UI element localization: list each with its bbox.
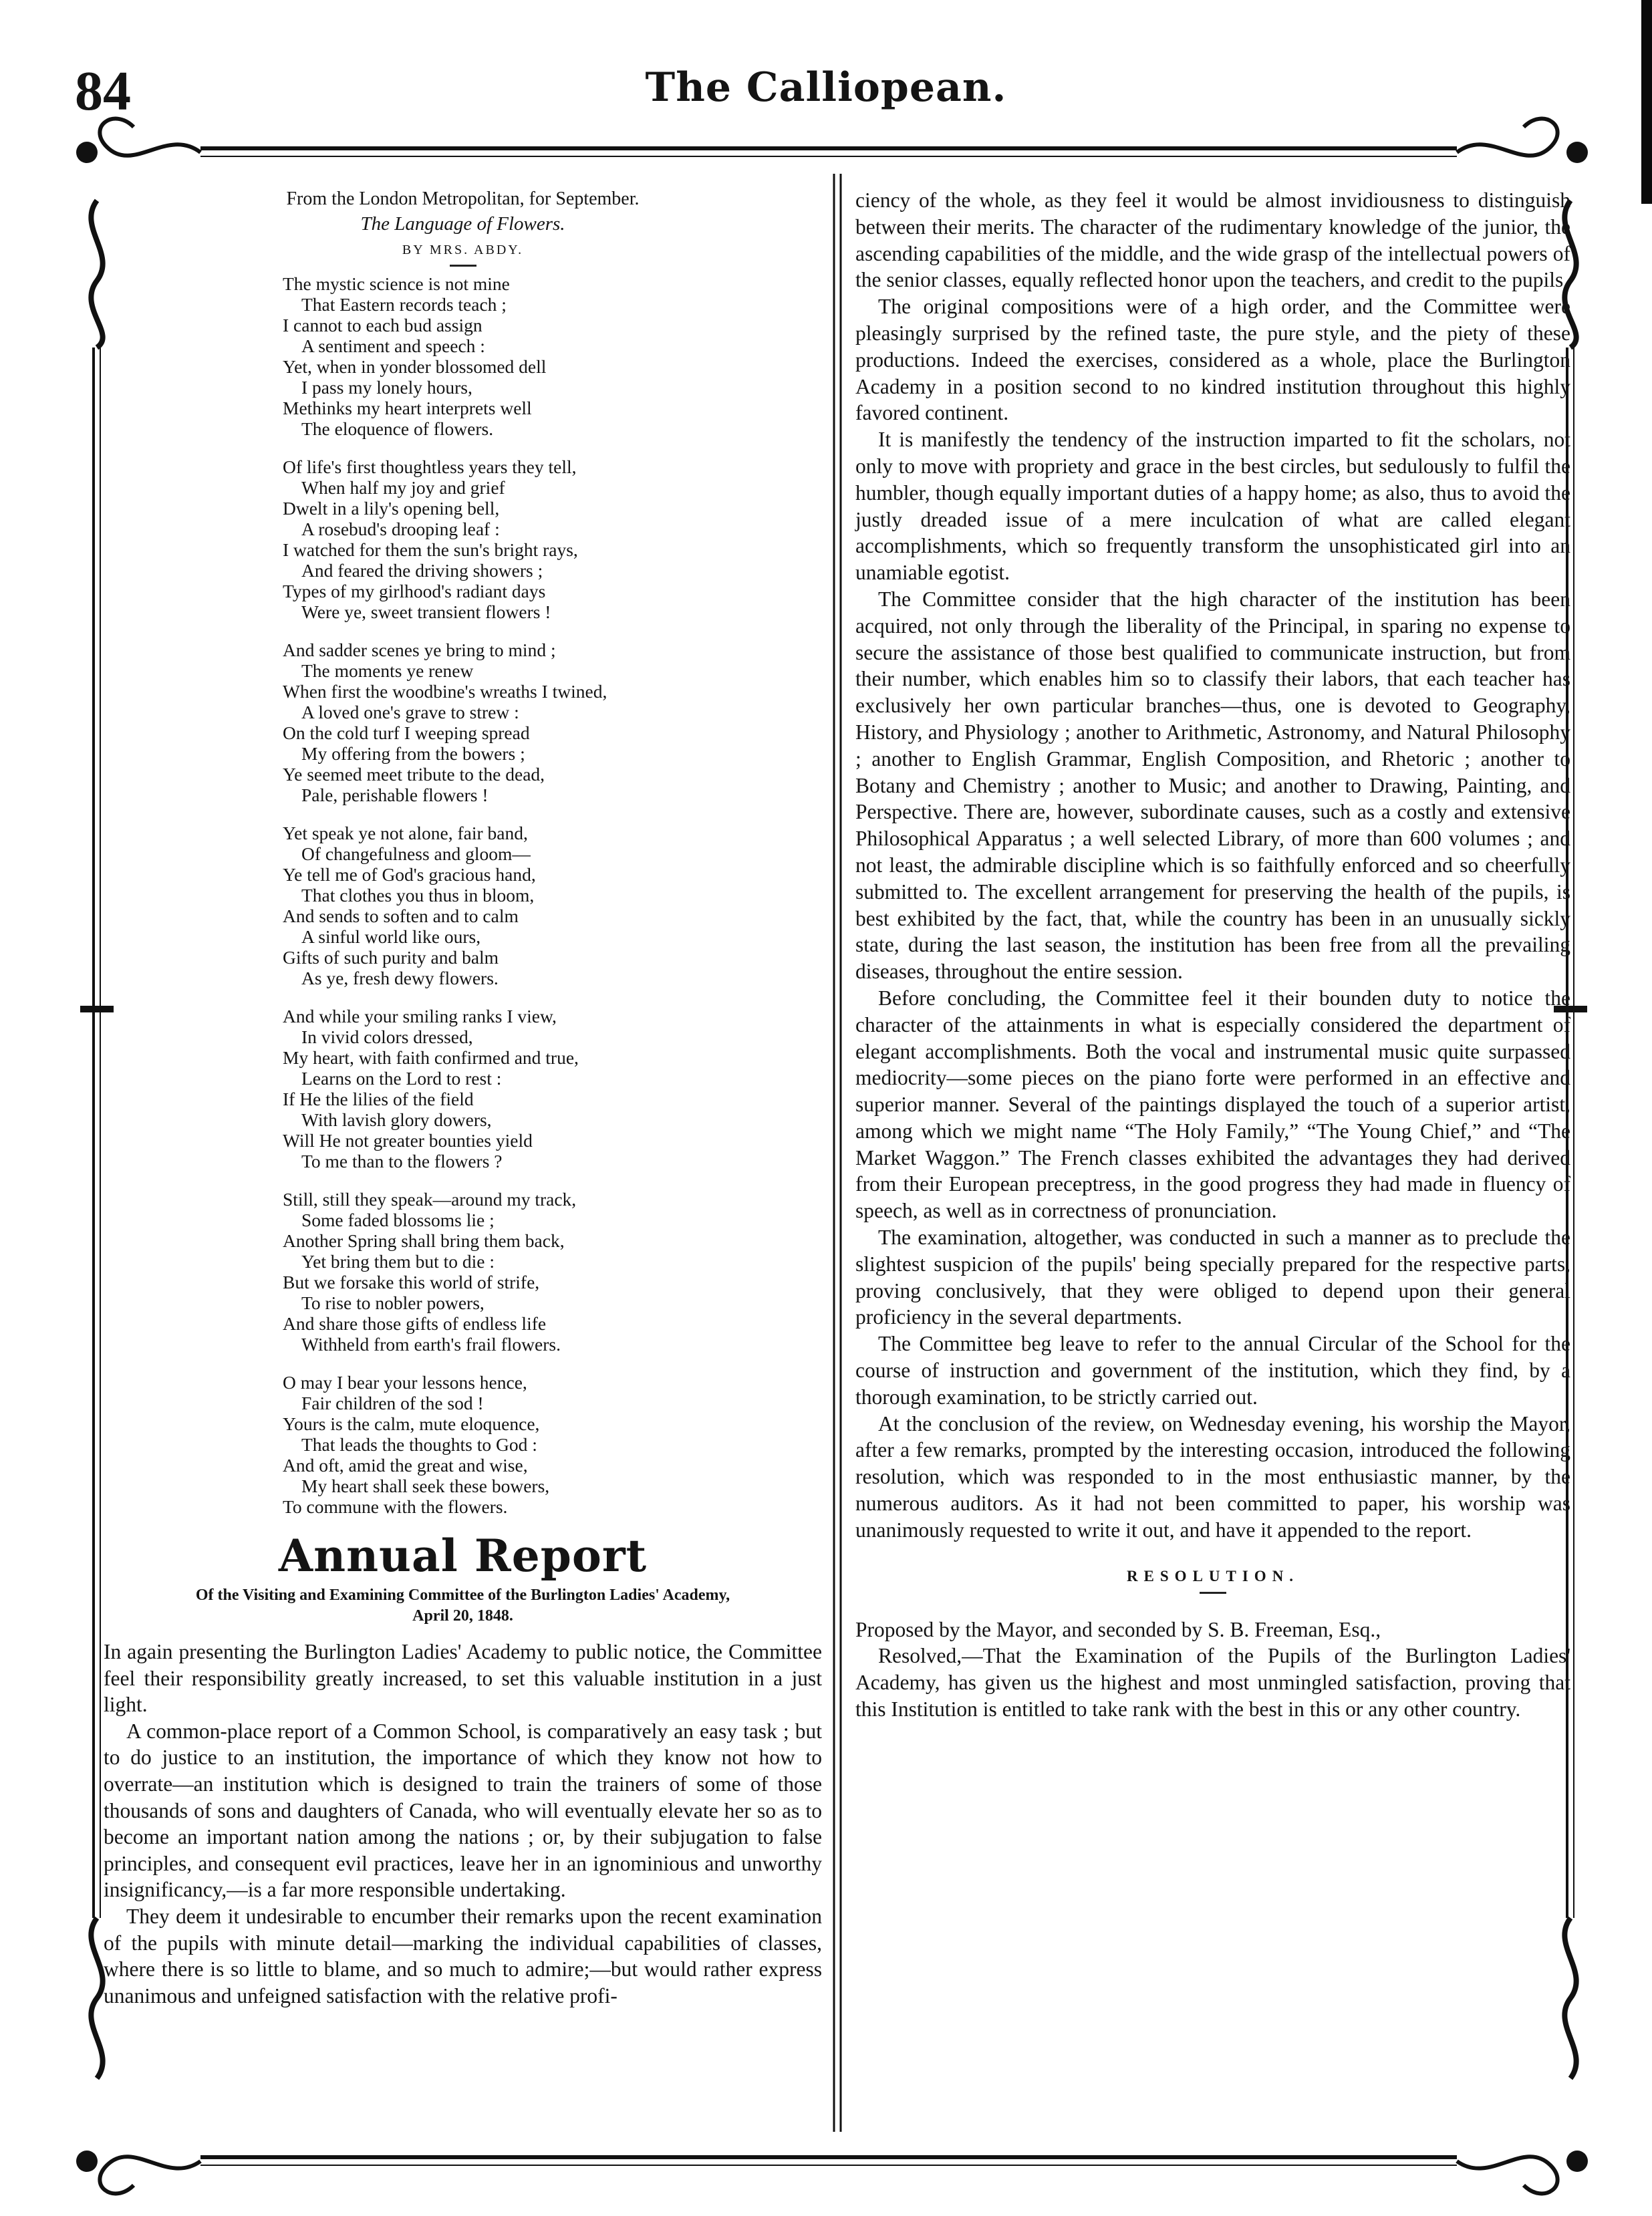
report-paragraph: In again presenting the Burlington Ladies' Academy to public notice, the Committee feel their responsibility greatly increased, to set this valuable institution in a just light. xyxy=(104,1640,822,1717)
poem-line: Ye tell me of God's gracious hand, xyxy=(283,864,536,885)
poem-line: Types of my girlhood's radiant days xyxy=(283,581,546,601)
report-paragraph: They deem it undesirable to encumber their remarks upon the recent examination of the pupils with minute detail—marking the individual capabilities of classes, where there is so little to blame, and so much to admire;—but would rather express unanimous and unfeigned satisfaction with the relative profi- xyxy=(104,1904,822,2007)
poem-line: When half my joy and grief xyxy=(301,477,505,498)
poem-line: Of life's first thoughtless years they tell, xyxy=(283,456,577,477)
poem-stanza xyxy=(283,1189,822,1355)
poem-line: Methinks my heart interprets well xyxy=(283,398,532,418)
report-paragraph: ciency of the whole, as they feel it would be almost invidiousness to distinguish between their merits. The character of the rudimentary knowledge of the junior, the ascending capabilities of the middle, and the wide grasp of the intellectual powers of the senior classes, equally reflected honor upon the teachers, and credit to the pupils. xyxy=(855,188,1570,292)
poem-line: Yet speak ye not alone, fair band, xyxy=(283,823,528,843)
divider xyxy=(450,265,476,267)
poem-line: With lavish glory dowers, xyxy=(301,1109,492,1130)
poem-line: Yet bring them but to die : xyxy=(301,1251,495,1272)
poem-line: That Eastern records teach ; xyxy=(301,294,507,315)
poem-line: As ye, fresh dewy flowers. xyxy=(301,968,499,988)
poem-line: And while your smiling ranks I view, xyxy=(283,1006,557,1026)
report-paragraph: A common-place report of a Common School, is comparatively an easy task ; but to do justice to an institution, the importance of which they know not how to overrate—an institution which is designed to train the trainers of some of those thousands of sons and daughters of Canada, who will eventually elevate her so as to become an important nation among the nations ; or, by their subjugation to false principles, and consequent evil practices, leave her in an ignominious and unworthy insignificancy,—is a far more responsible undertaking. xyxy=(104,1719,822,1902)
resolution-text: Resolved,—That the Examination of the Pupils of the Burlington Ladies' Academy, has given us the highest and most unmingled satisfaction, proving that this Institution is entitled to take rank with the best in this or any other country. xyxy=(855,1644,1570,1721)
poem-line: When first the woodbine's wreaths I twined, xyxy=(283,681,607,702)
poem-source: From the London Metropolitan, for September. xyxy=(286,188,640,209)
poem-line: A loved one's grave to strew : xyxy=(301,702,519,722)
poem-stanza xyxy=(283,1006,822,1171)
report-paragraph: It is manifestly the tendency of the instruction imparted to fit the scholars, not only to move with propriety and grace in the best circles, but sedulously to fulfil the humbler, though equally important duties of a happy home; as also, thus to avoid the justly dreaded issue of a mere inculcation of what are called elegant accomplishments, which so frequently transform the unsophisticated girl into an unamiable egotist. xyxy=(855,428,1570,585)
divider xyxy=(1200,1592,1226,1594)
poem-line: The eloquence of flowers. xyxy=(301,418,494,439)
resolution-heading: RESOLUTION. xyxy=(1126,1567,1300,1584)
poem-line: To rise to nobler powers, xyxy=(301,1292,485,1313)
poem-line: The mystic science is not mine xyxy=(283,273,510,294)
poem-line: And sadder scenes ye bring to mind ; xyxy=(283,640,556,660)
poem-line: In vivid colors dressed, xyxy=(301,1026,473,1047)
poem-line: A sentiment and speech : xyxy=(301,335,485,356)
poem-line: Will He not greater bounties yield xyxy=(283,1130,533,1151)
poem-line: Pale, perishable flowers ! xyxy=(301,785,489,805)
poem-line: Of changefulness and gloom— xyxy=(301,843,531,864)
poem-stanza xyxy=(283,640,822,805)
poem-line: I cannot to each bud assign xyxy=(283,315,483,335)
poem-byline: BY MRS. ABDY. xyxy=(402,243,524,257)
report-paragraph: Before concluding, the Committee feel it their bounden duty to notice the character of the attainments in what is especially considered the department of elegant accomplishments. Both the vocal and instrumental music quite surpassed mediocrity—some pieces on the piano forte were performed in an effective and superior manner. Several of the paintings displayed the touch of a superior artist, among which we might name “The Holy Family,” “The Young Chief,” and “The Market Waggon.” The French classes exhibited the advantages they had derived from their European preceptress, in the good progress they had made in fluency of speech, as well as in correctness of pronunciation. xyxy=(855,986,1570,1223)
poem-line: That leads the thoughts to God : xyxy=(301,1434,537,1455)
report-paragraph: The Committee beg leave to refer to the annual Circular of the School for the course of instruction and government of the institution, which they find, by a thorough examination, to be strictly carried out. xyxy=(855,1332,1570,1409)
poem-line: If He the lilies of the field xyxy=(283,1089,474,1109)
report-subtitle xyxy=(104,1585,822,1627)
poem-line: The moments ye renew xyxy=(301,660,474,681)
poem-line: I watched for them the sun's bright rays, xyxy=(283,539,578,560)
poem-line: And feared the driving showers ; xyxy=(301,560,543,581)
report-paragraph: The original compositions were of a high order, and the Committee were pleasingly surprised by the refined taste, the pure style, and the piety of these productions. Indeed the exercises, considered as a whole, place the Burlington Academy in a position second to no kindred institution throughout this highly favored continent. xyxy=(855,295,1570,425)
right-column xyxy=(855,187,1570,1723)
poem-stanza xyxy=(283,1372,822,1517)
poem-line: Some faded blossoms lie ; xyxy=(301,1210,495,1230)
poem-body xyxy=(283,273,822,1517)
poem-line: My heart shall seek these bowers, xyxy=(301,1476,550,1496)
poem-line: Yours is the calm, mute eloquence, xyxy=(283,1413,540,1434)
poem-line: And share those gifts of endless life xyxy=(283,1313,547,1334)
poem-line: My heart, with faith confirmed and true, xyxy=(283,1047,579,1068)
poem-line: O may I bear your lessons hence, xyxy=(283,1372,527,1393)
poem-line: Ye seemed meet tribute to the dead, xyxy=(283,764,545,785)
report-paragraph: At the conclusion of the review, on Wednesday evening, his worship the Mayor, after a few remarks, prompted by the interesting occasion, introduced the following resolution, which was responded to in the most enthusiastic manner, by the numerous auditors. As it had not been committed to paper, his worship was unanimously requested to write it out, and have it appended to the report. xyxy=(855,1411,1570,1542)
left-column xyxy=(104,187,822,2009)
poem-line: Fair children of the sod ! xyxy=(301,1393,484,1413)
poem-line: I pass my lonely hours, xyxy=(301,377,472,398)
poem-line: And sends to soften and to calm xyxy=(283,906,519,926)
poem-line: My offering from the bowers ; xyxy=(301,743,525,764)
report-paragraph: The Committee consider that the high character of the institution has been acquired, not only through the liberality of the Principal, in sparing no expense to secure the assistance of those best qualified to communicate instruction, but from their number, which enables him so to classify their labors, that each teacher has exclusively her own particular branches—thus, one is devoted to Geography, History, and Physiology ; another to Arithmetic, Astronomy, and Natural Philosophy ; another to English Grammar, English Composition, and Rhetoric ; another to Botany and Chemistry ; another to Music; and another to Drawing, Painting, and Perspective. There are, however, subordinate causes, such as a costly and extensive Philosophical Apparatus ; a well selected Library, of more than 600 volumes ; and not least, the admirable discipline which is so faithfully enforced and so cheerfully submitted to. The excellent arrangement for preserving the health of the pupils, is best exhibited by the fact, that, while the country has been in an unusually sickly state, during the last season, the institution has been free from all the prevailing diseases, throughout the entire session. xyxy=(855,587,1570,984)
report-date: April 20, 1848. xyxy=(412,1607,513,1625)
poem-line: Learns on the Lord to rest : xyxy=(301,1068,502,1089)
report-title: Annual Report xyxy=(278,1530,648,1582)
poem-line: A rosebud's drooping leaf : xyxy=(301,519,500,539)
report-subtitle-line: Of the Visiting and Examining Committee of the Burlington Ladies' Academy, xyxy=(195,1586,730,1604)
poem-line: But we forsake this world of strife, xyxy=(283,1272,540,1292)
poem-line: To me than to the flowers ? xyxy=(301,1151,503,1171)
poem-line: Were ye, sweet transient flowers ! xyxy=(301,601,551,622)
poem-title: The Language of Flowers. xyxy=(360,213,565,235)
resolution-proposer: Proposed by the Mayor, and seconded by S. B. Freeman, Esq., xyxy=(855,1617,1381,1641)
poem-line: Yet, when in yonder blossomed dell xyxy=(283,356,547,377)
masthead-title: The Calliopean. xyxy=(645,64,1007,111)
poem-line: That clothes you thus in bloom, xyxy=(301,885,535,906)
poem-stanza xyxy=(283,823,822,988)
poem-line: To commune with the flowers. xyxy=(283,1496,508,1517)
poem-line: Still, still they speak—around my track, xyxy=(283,1189,577,1210)
poem-line: A sinful world like ours, xyxy=(301,926,481,947)
poem-line: Dwelt in a lily's opening bell, xyxy=(283,498,500,519)
page-number: 84 xyxy=(75,60,131,122)
poem-stanza xyxy=(283,456,822,622)
report-paragraph: The examination, altogether, was conducted in such a manner as to preclude the slightest suspicion of the pupils' being specially prepared for the respective parts, proving conclusively, that they were obliged to depend upon their general proficiency in the several departments. xyxy=(855,1226,1570,1329)
poem-line: On the cold turf I weeping spread xyxy=(283,722,530,743)
poem-line: Gifts of such purity and balm xyxy=(283,947,499,968)
poem-stanza xyxy=(283,273,822,439)
poem-line: Withheld from earth's frail flowers. xyxy=(301,1334,561,1355)
poem-line: Another Spring shall bring them back, xyxy=(283,1230,565,1251)
poem-line: And oft, amid the great and wise, xyxy=(283,1455,528,1476)
